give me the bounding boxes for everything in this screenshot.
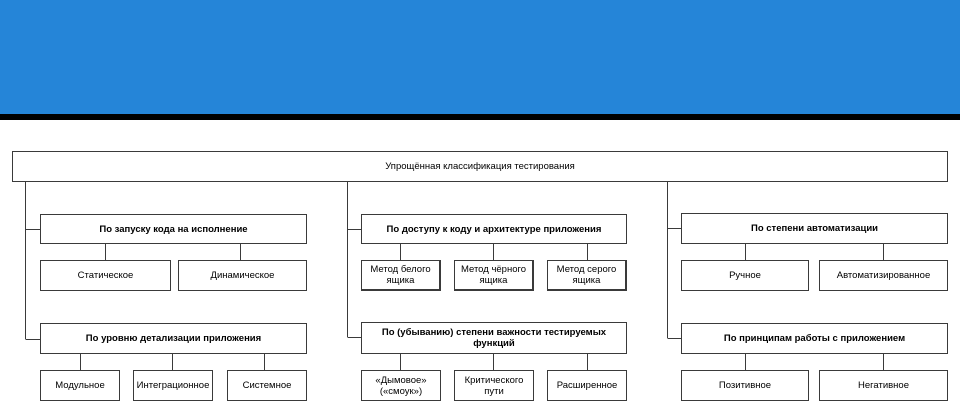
- leaf-unit: Модульное: [40, 370, 120, 401]
- group-code-access-header: По доступу к коду и архитектуре приложения: [361, 214, 627, 244]
- leaf-white-box: Метод белого ящика: [361, 260, 441, 291]
- leaf-grey-box: Метод серого ящика: [547, 260, 627, 291]
- leaf-integration: Интеграционное: [133, 370, 213, 401]
- leaf-positive: Позитивное: [681, 370, 809, 401]
- group-detail-level-header: По уровню детализации приложения: [40, 323, 307, 354]
- leaf-manual: Ручное: [681, 260, 809, 291]
- root-node: Упрощённая классификация тестирования: [12, 151, 948, 182]
- group-code-execution-header: По запуску кода на исполнение: [40, 214, 307, 244]
- leaf-automated: Автоматизированное: [819, 260, 948, 291]
- leaf-negative: Негативное: [819, 370, 948, 401]
- leaf-dynamic: Динамическое: [178, 260, 307, 291]
- group-principles-header: По принципам работы с приложением: [681, 323, 948, 354]
- leaf-static: Статическое: [40, 260, 171, 291]
- leaf-smoke: «Дымовое» («смоук»): [361, 370, 441, 401]
- leaf-system: Системное: [227, 370, 307, 401]
- group-importance-header: По (убыванию) степени важности тестируемых функций: [361, 322, 627, 354]
- leaf-extended: Расширенное: [547, 370, 627, 401]
- leaf-black-box: Метод чёрного ящика: [454, 260, 534, 291]
- group-automation-header: По степени автоматизации: [681, 213, 948, 244]
- leaf-critical-path: Критического пути: [454, 370, 534, 401]
